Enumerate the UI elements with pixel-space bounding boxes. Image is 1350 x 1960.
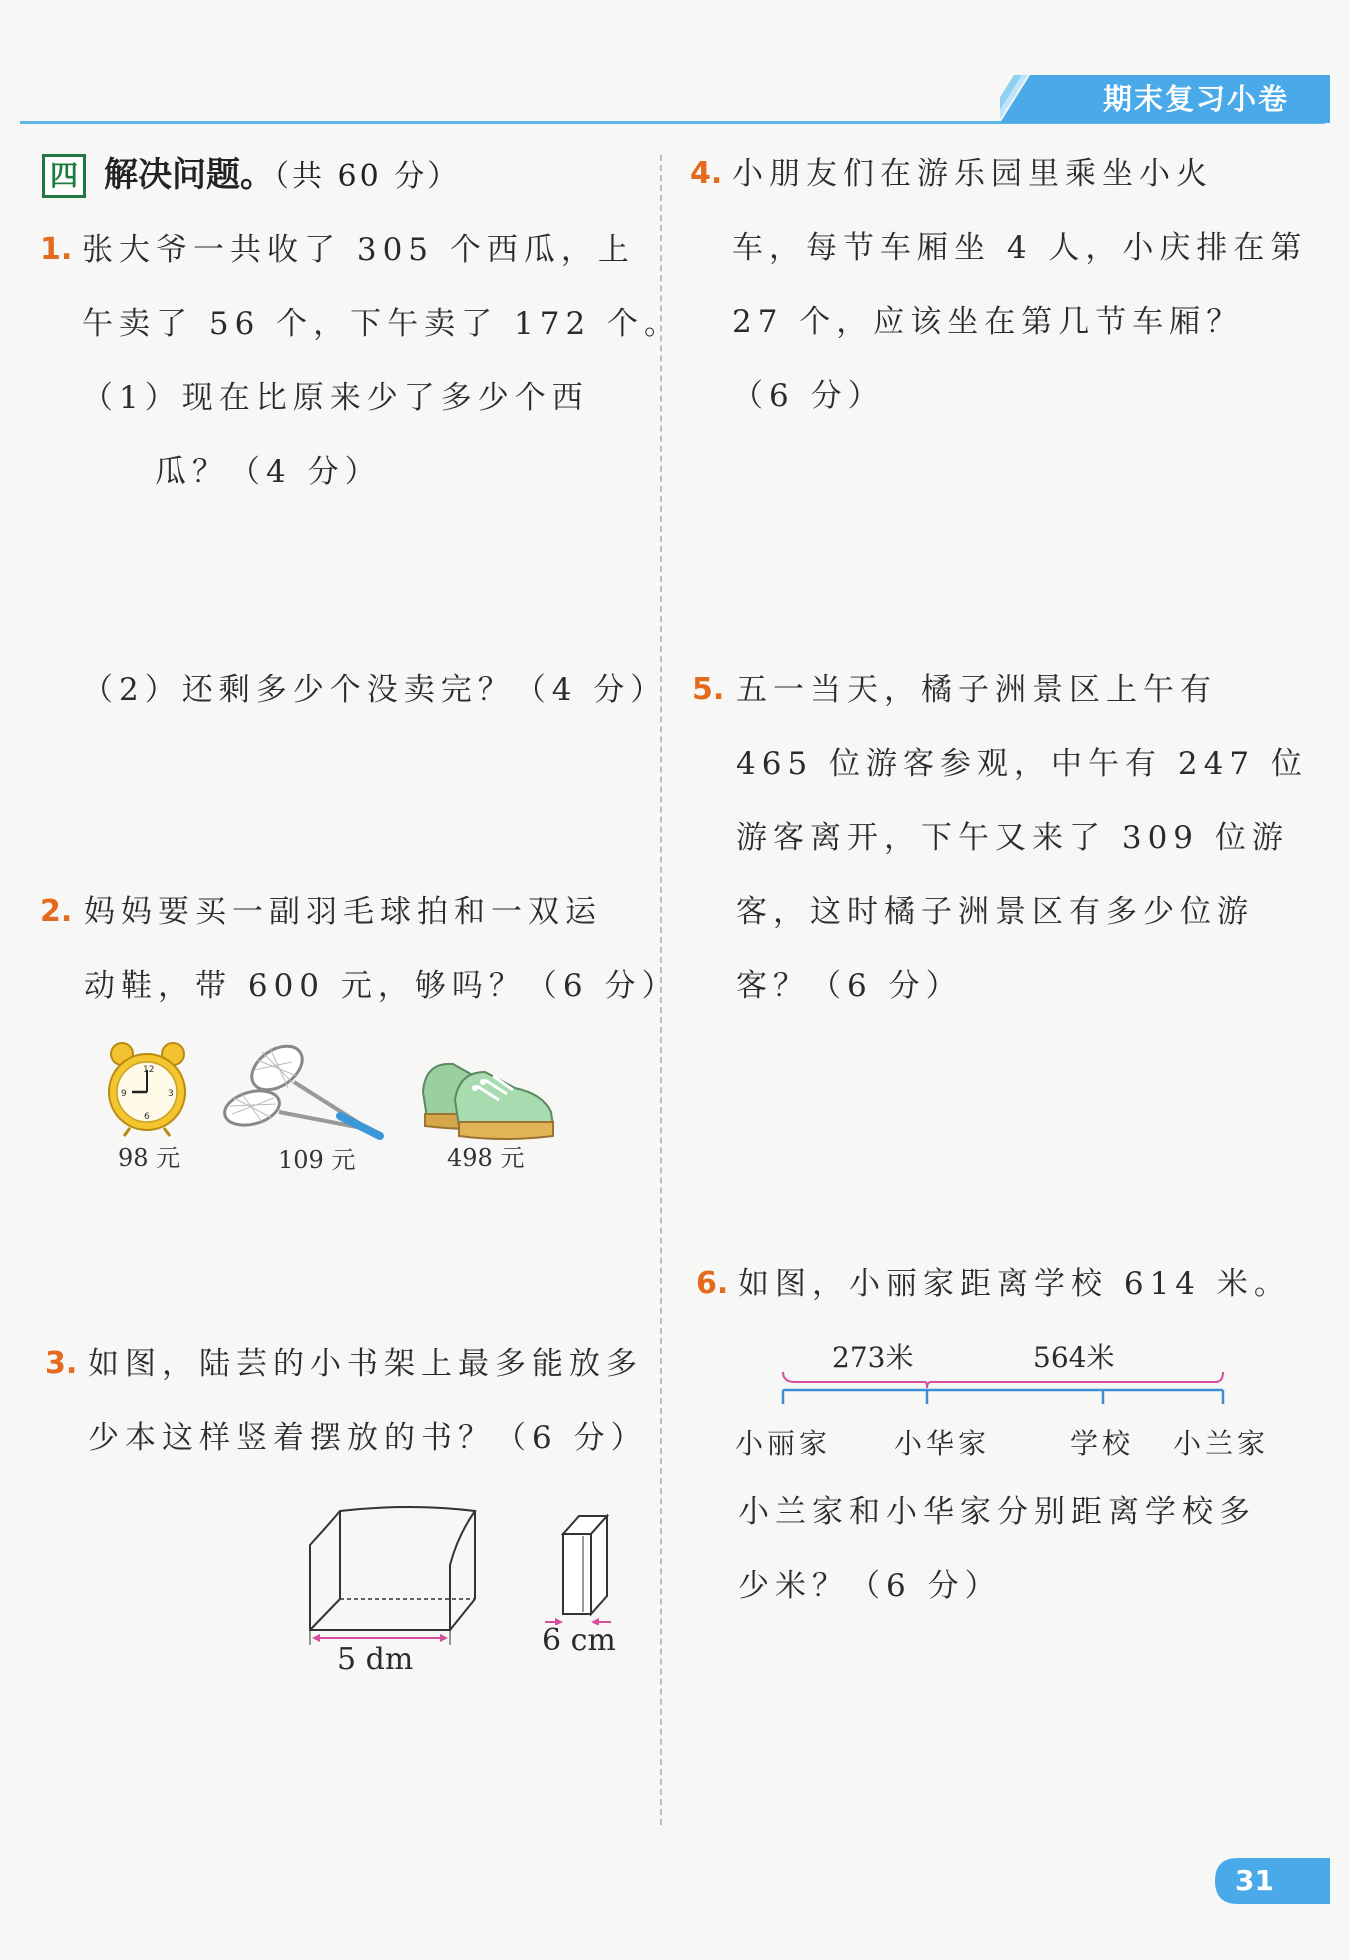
q6-line: 小兰家和小华家分别距离学校多 xyxy=(738,1494,1256,1530)
rackets-price: 109 元 xyxy=(278,1146,356,1174)
page-number-tab xyxy=(1215,1858,1330,1904)
q5-line: 客，这时橘子洲景区有多少位游 xyxy=(736,894,1254,930)
q3-line: 少本这样竖着摆放的书？（6 分） xyxy=(88,1420,648,1456)
alarm-clock-icon xyxy=(100,1038,195,1138)
q4-number: 4. xyxy=(690,156,723,191)
place-xiaolan-home: 小兰家 xyxy=(1173,1427,1270,1460)
q6-number: 6. xyxy=(696,1266,729,1301)
q6-line: 少米？（6 分） xyxy=(738,1568,1002,1604)
q1-line: 午卖了 56 个，下午卖了 172 个。 xyxy=(82,306,682,342)
q1-line: 张大爷一共收了 305 个西瓜，上 xyxy=(82,232,635,268)
svg-text:12: 12 xyxy=(143,1065,155,1075)
q1-sub2: （2）还剩多少个没卖完？（4 分） xyxy=(82,672,668,708)
badminton-rackets-icon xyxy=(222,1040,384,1140)
svg-text:3: 3 xyxy=(168,1089,174,1099)
header-banner xyxy=(1000,75,1330,123)
q5-number: 5. xyxy=(692,672,725,707)
q4-line: 27 个，应该坐在第几节车厢？ xyxy=(732,304,1244,340)
q1-sub1-line: 瓜？（4 分） xyxy=(155,454,382,490)
q5-line: 五一当天，橘子洲景区上午有 xyxy=(736,672,1217,708)
sneakers-icon xyxy=(415,1042,560,1142)
place-xiaoli-home: 小丽家 xyxy=(735,1427,832,1460)
place-xiaohua-home: 小华家 xyxy=(894,1427,991,1460)
place-school: 学校 xyxy=(1070,1427,1135,1460)
q5-line: 客？（6 分） xyxy=(736,968,963,1004)
q2-line: 妈妈要买一副羽毛球拍和一双运 xyxy=(84,894,602,930)
book-thickness-label: 6 cm xyxy=(542,1623,616,1658)
q1-sub1-line: （1）现在比原来少了多少个西 xyxy=(82,380,589,416)
q4-line: （6 分） xyxy=(732,378,885,414)
q5-line: 游客离开，下午又来了 309 位游 xyxy=(736,820,1289,856)
bookshelf-diagram xyxy=(300,1505,480,1650)
banner-title: 期末复习小卷 xyxy=(1102,82,1289,116)
distance-label-564: 564米 xyxy=(1033,1341,1115,1374)
svg-text:6: 6 xyxy=(144,1112,150,1122)
q4-line: 小朋友们在游乐园里乘坐小火 xyxy=(732,156,1213,192)
section-title xyxy=(104,152,460,200)
q3-number: 3. xyxy=(45,1346,78,1381)
q6-line: 如图，小丽家距离学校 614 米。 xyxy=(738,1266,1291,1302)
q1-number: 1. xyxy=(40,232,73,267)
distance-label-273: 273米 xyxy=(832,1341,914,1374)
sneakers-price: 498 元 xyxy=(447,1144,525,1172)
svg-text:9: 9 xyxy=(121,1089,127,1099)
page-number: 31 xyxy=(1235,1864,1274,1897)
section-number: 四 xyxy=(42,154,86,198)
section-score: （共 60 分） xyxy=(274,159,461,194)
q4-line: 车，每节车厢坐 4 人，小庆排在第 xyxy=(732,230,1308,266)
section-title-text: 解决问题。 xyxy=(104,155,274,195)
distance-line-diagram xyxy=(775,1368,1230,1408)
book-diagram xyxy=(535,1510,615,1625)
clock-price: 98 元 xyxy=(118,1144,181,1172)
q5-line: 465 位游客参观，中午有 247 位 xyxy=(736,746,1308,782)
q3-line: 如图，陆芸的小书架上最多能放多 xyxy=(88,1346,643,1382)
q2-number: 2. xyxy=(40,894,73,929)
shelf-width-label: 5 dm xyxy=(337,1642,414,1677)
q2-line: 动鞋，带 600 元，够吗？（6 分） xyxy=(84,968,679,1004)
